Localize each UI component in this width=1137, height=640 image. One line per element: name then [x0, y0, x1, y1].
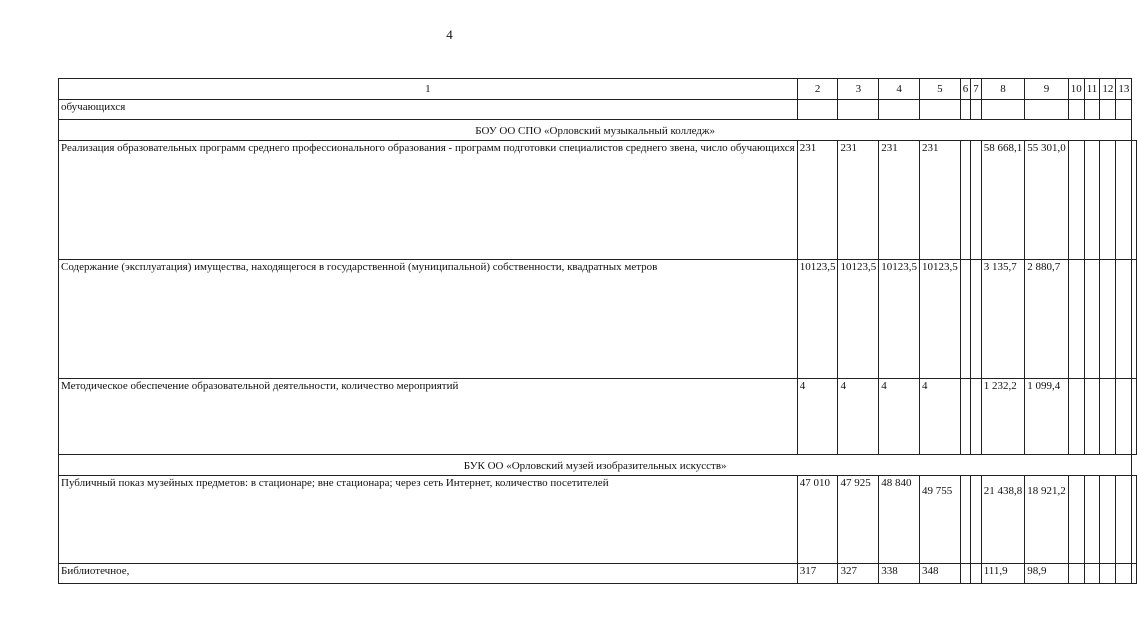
budget-table: [58, 78, 1137, 584]
value-cell: [971, 476, 982, 564]
row-name: Публичный показ музейных предметов: в стационаре; вне стационара; через сеть Интернет, количество посетителей: [59, 476, 798, 564]
header-cell: 13: [1116, 79, 1132, 100]
table-row: [59, 260, 1137, 379]
value-cell: 47 925: [838, 476, 879, 564]
table-row: [59, 100, 1137, 120]
header-cell: 6: [960, 79, 971, 100]
value-cell: [1068, 141, 1084, 260]
value-cell: 231: [919, 141, 960, 260]
value-cell: 10123,5: [919, 260, 960, 379]
value-cell: [960, 564, 971, 584]
value-cell: [1116, 141, 1132, 260]
value-cell: [1084, 564, 1100, 584]
value-cell: 4: [838, 379, 879, 455]
row-name: Содержание (эксплуатация) имущества, находящегося в государственной (муниципальной) собственности, квадратных метров: [59, 260, 798, 379]
value-cell: [960, 476, 971, 564]
row-name: Реализация образовательных программ среднего профессионального образования - программ подготовки специалистов среднего звена, число обучающихся: [59, 141, 798, 260]
header-cell: 11: [1084, 79, 1100, 100]
value-cell: [1084, 476, 1100, 564]
header-cell: 4: [879, 79, 920, 100]
header-row: [59, 79, 1137, 100]
value-cell: [1116, 379, 1132, 455]
value-cell: [1068, 260, 1084, 379]
value-cell: 98,9: [1025, 564, 1069, 584]
table-row: [59, 564, 1137, 584]
value-cell: 4: [797, 379, 838, 455]
value-cell: [1132, 260, 1137, 379]
value-cell: 2 880,7: [1025, 260, 1069, 379]
value-cell: 21 438,8: [981, 476, 1025, 564]
value-cell: 231: [838, 141, 879, 260]
value-cell: [960, 260, 971, 379]
row-name: Методическое обеспечение образовательной деятельности, количество мероприятий: [59, 379, 798, 455]
value-cell: [1132, 476, 1137, 564]
section-header-row: [59, 120, 1137, 141]
header-cell: 3: [838, 79, 879, 100]
table-row: [59, 141, 1137, 260]
value-cell: [960, 141, 971, 260]
value-cell: [1132, 564, 1137, 584]
value-cell: [1100, 260, 1116, 379]
value-cell: 48 840: [879, 476, 920, 564]
header-cell: 2: [797, 79, 838, 100]
value-cell: 18 921,2: [1025, 476, 1069, 564]
value-cell: 1 232,2: [981, 379, 1025, 455]
value-cell: [1116, 564, 1132, 584]
value-cell: 231: [797, 141, 838, 260]
value-cell: 327: [838, 564, 879, 584]
page-number: 4: [446, 27, 453, 42]
header-cell: 7: [971, 79, 982, 100]
value-cell: [1100, 379, 1116, 455]
value-cell: 338: [879, 564, 920, 584]
section-title: БУК ОО «Орловский музей изобразительных искусств»: [59, 455, 1132, 476]
value-cell: [971, 564, 982, 584]
section-header-row: [59, 455, 1137, 476]
value-cell: 111,9: [981, 564, 1025, 584]
value-cell: [1100, 564, 1116, 584]
value-cell: [1068, 476, 1084, 564]
value-cell: [1116, 476, 1132, 564]
value-cell: 47 010: [797, 476, 838, 564]
value-cell: 4: [919, 379, 960, 455]
value-cell: [1084, 260, 1100, 379]
value-cell: 58 668,1: [981, 141, 1025, 260]
value-cell: 348: [919, 564, 960, 584]
header-cell: 10: [1068, 79, 1084, 100]
value-cell: 55 301,0: [1025, 141, 1069, 260]
value-cell: [1132, 379, 1137, 455]
row-name: Библиотечное,: [59, 564, 798, 584]
value-cell: [1116, 260, 1132, 379]
value-cell: 10123,5: [879, 260, 920, 379]
value-cell: [1100, 141, 1116, 260]
row-name: обучающихся: [59, 100, 798, 120]
value-cell: 317: [797, 564, 838, 584]
value-cell: 3 135,7: [981, 260, 1025, 379]
value-cell: [1068, 379, 1084, 455]
value-cell: [971, 141, 982, 260]
value-cell: 10123,5: [797, 260, 838, 379]
value-cell: 49 755: [919, 476, 960, 564]
header-cell: 1: [59, 79, 798, 100]
value-cell: [1132, 141, 1137, 260]
header-cell: 8: [981, 79, 1025, 100]
value-cell: [971, 379, 982, 455]
header-cell: 5: [919, 79, 960, 100]
value-cell: 1 099,4: [1025, 379, 1069, 455]
table-row: [59, 476, 1137, 564]
table-row: [59, 379, 1137, 455]
value-cell: 4: [879, 379, 920, 455]
value-cell: 231: [879, 141, 920, 260]
value-cell: [1084, 141, 1100, 260]
value-cell: [971, 260, 982, 379]
value-cell: 10123,5: [838, 260, 879, 379]
value-cell: [1068, 564, 1084, 584]
value-cell: [1084, 379, 1100, 455]
header-cell: 12: [1100, 79, 1116, 100]
section-title: БОУ ОО СПО «Орловский музыкальный колледж»: [59, 120, 1132, 141]
value-cell: [1100, 476, 1116, 564]
header-cell: 9: [1025, 79, 1069, 100]
value-cell: [960, 379, 971, 455]
